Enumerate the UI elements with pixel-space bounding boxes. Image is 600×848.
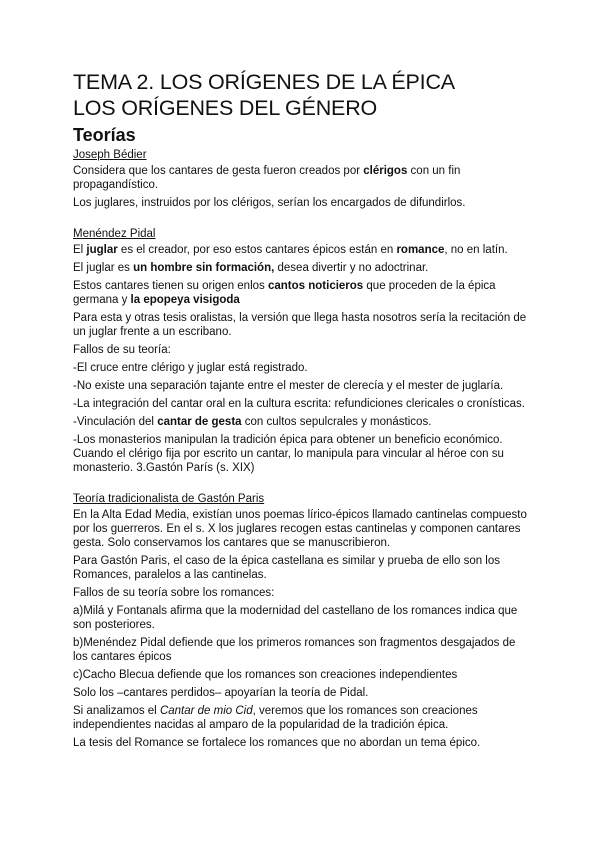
paragraph: Si analizamos el Cantar de mio Cid, veremos que los romances son creaciones independientes nacidas al amparo de la popularidad de la tradición épica.: [73, 705, 478, 731]
paragraph: Para Gastón Paris, el caso de la épica castellana es similar y prueba de ello son los Romances, paralelos a las cantinelas.: [73, 555, 501, 581]
paragraph: El juglar es el creador, por eso estos cantares épicos están en romance, no en latín.: [73, 244, 508, 256]
paragraph: -La integración del cantar oral en la cultura escrita: refundiciones clericales o cronísticas.: [73, 398, 525, 410]
paragraph: Para esta y otras tesis oralistas, la versión que llega hasta nosotros sería la recitación de un juglar frente a un escribano.: [73, 312, 527, 338]
section-heading: Teorías: [73, 125, 136, 145]
paragraph: Los juglares, instruidos por los clérigos, serían los encargados de difundirlos.: [73, 197, 466, 209]
paragraph: a)Milá y Fontanals afirma que la modernidad del castellano de los romances indica que son posteriores.: [73, 605, 518, 631]
paragraph: Fallos de su teoría sobre los romances:: [73, 587, 275, 599]
paragraph: -Los monasterios manipulan la tradición épica para obtener un beneficio económico. Cuando el clérigo fija por escrito un cantar, lo manipula para vincular al héroe con su monasterio. 3.Gastón París (s. XIX): [73, 434, 504, 474]
paragraph: Considera que los cantares de gesta fueron creados por clérigos con un fin propagandístico.: [73, 165, 461, 191]
subsection-heading-paris: Teoría tradicionalista de Gastón Paris: [73, 493, 265, 505]
paragraph: c)Cacho Blecua defiende que los romances son creaciones independientes: [73, 669, 458, 681]
document-page: [73, 70, 533, 754]
subsection-heading-pidal: Menéndez Pidal: [73, 228, 156, 240]
document-title: TEMA 2. LOS ORÍGENES DE LA ÉPICA: [73, 70, 455, 94]
document-subtitle: LOS ORÍGENES DEL GÉNERO: [73, 96, 378, 120]
paragraph: -El cruce entre clérigo y juglar está registrado.: [73, 362, 308, 374]
paragraph: La tesis del Romance se fortalece los romances que no abordan un tema épico.: [73, 737, 481, 749]
paragraph: b)Menéndez Pidal defiende que los primeros romances son fragmentos desgajados de los cantares épicos: [73, 637, 516, 663]
paragraph: El juglar es un hombre sin formación, desea divertir y no adoctrinar.: [73, 262, 429, 274]
subsection-heading-bedier: Joseph Bédier: [73, 149, 147, 161]
paragraph: En la Alta Edad Media, existían unos poemas lírico-épicos llamado cantinelas compuesto por los guerreros. En el s. X los juglares recogen estas cantinelas y componen cantares gesta. Solo conservamos los cantares que se manuscribieron.: [73, 509, 527, 549]
paragraph: Solo los –cantares perdidos– apoyarían la teoría de Pidal.: [73, 687, 369, 699]
paragraph: -Vinculación del cantar de gesta con cultos sepulcrales y monásticos.: [73, 416, 432, 428]
paragraph: Fallos de su teoría:: [73, 344, 171, 356]
paragraph: Estos cantares tienen su origen enlos cantos noticieros que proceden de la épica germana y la epopeya visigoda: [73, 280, 496, 306]
paragraph: -No existe una separación tajante entre el mester de clerecía y el mester de juglaría.: [73, 380, 504, 392]
